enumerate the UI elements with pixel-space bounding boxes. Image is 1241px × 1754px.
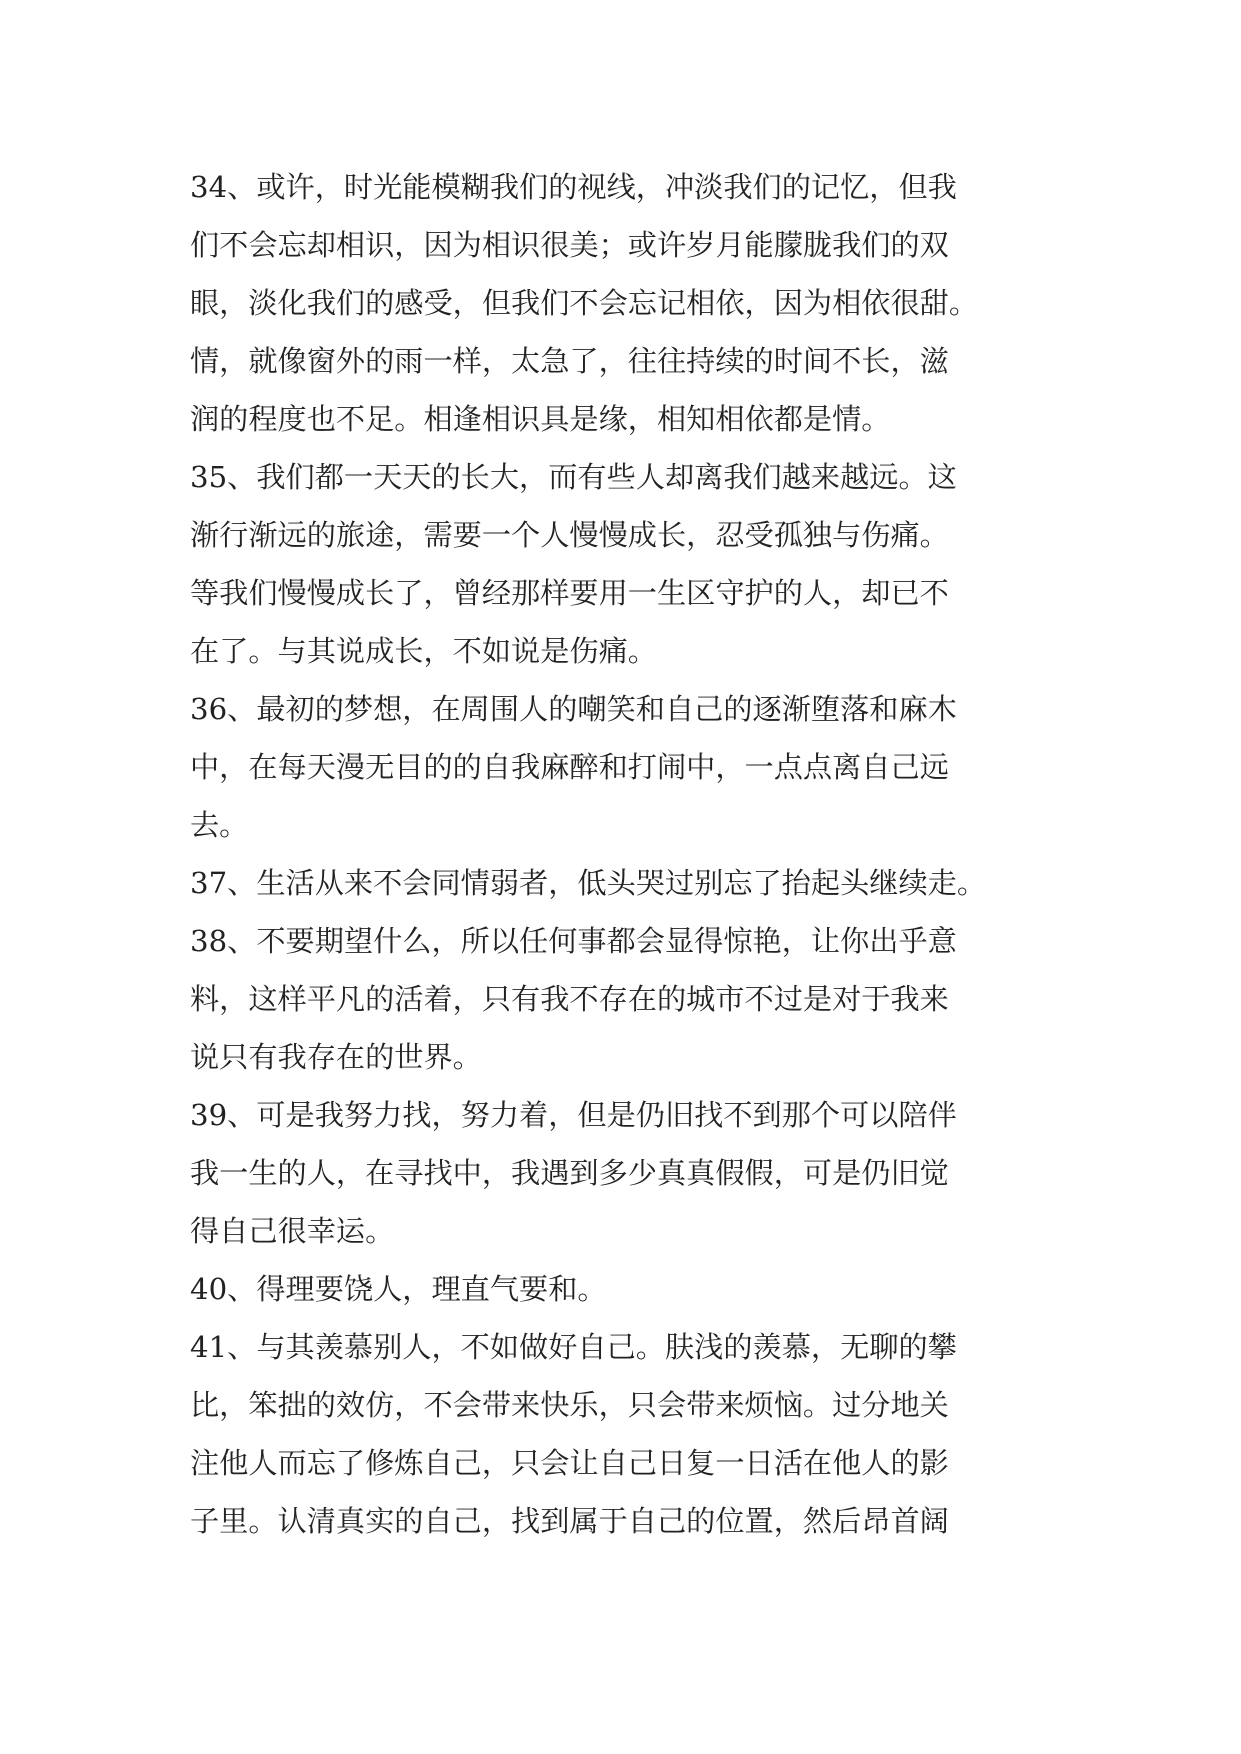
text-line: 41、与其羡慕别人，不如做好自己。肤浅的羡慕，无聊的攀 xyxy=(190,1330,957,1364)
text-line: 情，就像窗外的雨一样，太急了，往往持续的时间不长，滋 xyxy=(190,344,949,378)
text-line: 说只有我存在的世界。 xyxy=(190,1040,482,1074)
text-line: 渐行渐远的旅途，需要一个人慢慢成长，忍受孤独与伤痛。 xyxy=(190,518,949,552)
text-line: 38、不要期望什么，所以任何事都会显得惊艳，让你出乎意 xyxy=(190,924,957,958)
text-line: 等我们慢慢成长了，曾经那样要用一生区守护的人，却已不 xyxy=(190,576,949,610)
text-line: 在了。与其说成长，不如说是伤痛。 xyxy=(190,634,657,668)
text-line: 去。 xyxy=(190,808,249,842)
text-line: 们不会忘却相识，因为相识很美；或许岁月能朦胧我们的双 xyxy=(190,228,949,262)
text-line: 中，在每天漫无目的的自我麻醉和打闹中，一点点离自己远 xyxy=(190,750,949,784)
text-line: 料，这样平凡的活着，只有我不存在的城市不过是对于我来 xyxy=(190,982,949,1016)
text-line: 注他人而忘了修炼自己，只会让自己日复一日活在他人的影 xyxy=(190,1446,949,1480)
text-line: 子里。认清真实的自己，找到属于自己的位置，然后昂首阔 xyxy=(190,1504,949,1538)
text-line: 40、得理要饶人，理直气要和。 xyxy=(190,1272,607,1306)
text-line: 我一生的人，在寻找中，我遇到多少真真假假，可是仍旧觉 xyxy=(190,1156,949,1190)
text-line: 36、最初的梦想，在周围人的嘲笑和自己的逐渐堕落和麻木 xyxy=(190,692,957,726)
text-line: 得自己很幸运。 xyxy=(190,1214,395,1248)
text-line: 37、生活从来不会同情弱者，低头哭过别忘了抬起头继续走。 xyxy=(190,866,987,900)
text-line: 34、或许，时光能模糊我们的视线，冲淡我们的记忆，但我 xyxy=(190,170,957,204)
text-line: 39、可是我努力找，努力着，但是仍旧找不到那个可以陪伴 xyxy=(190,1098,957,1132)
text-line: 眼，淡化我们的感受，但我们不会忘记相依，因为相依很甜。 xyxy=(190,286,979,320)
text-line: 润的程度也不足。相逢相识具是缘，相知相依都是情。 xyxy=(190,402,891,436)
text-line: 35、我们都一天天的长大，而有些人却离我们越来越远。这 xyxy=(190,460,957,494)
text-line: 比，笨拙的效仿，不会带来快乐，只会带来烦恼。过分地关 xyxy=(190,1388,949,1422)
